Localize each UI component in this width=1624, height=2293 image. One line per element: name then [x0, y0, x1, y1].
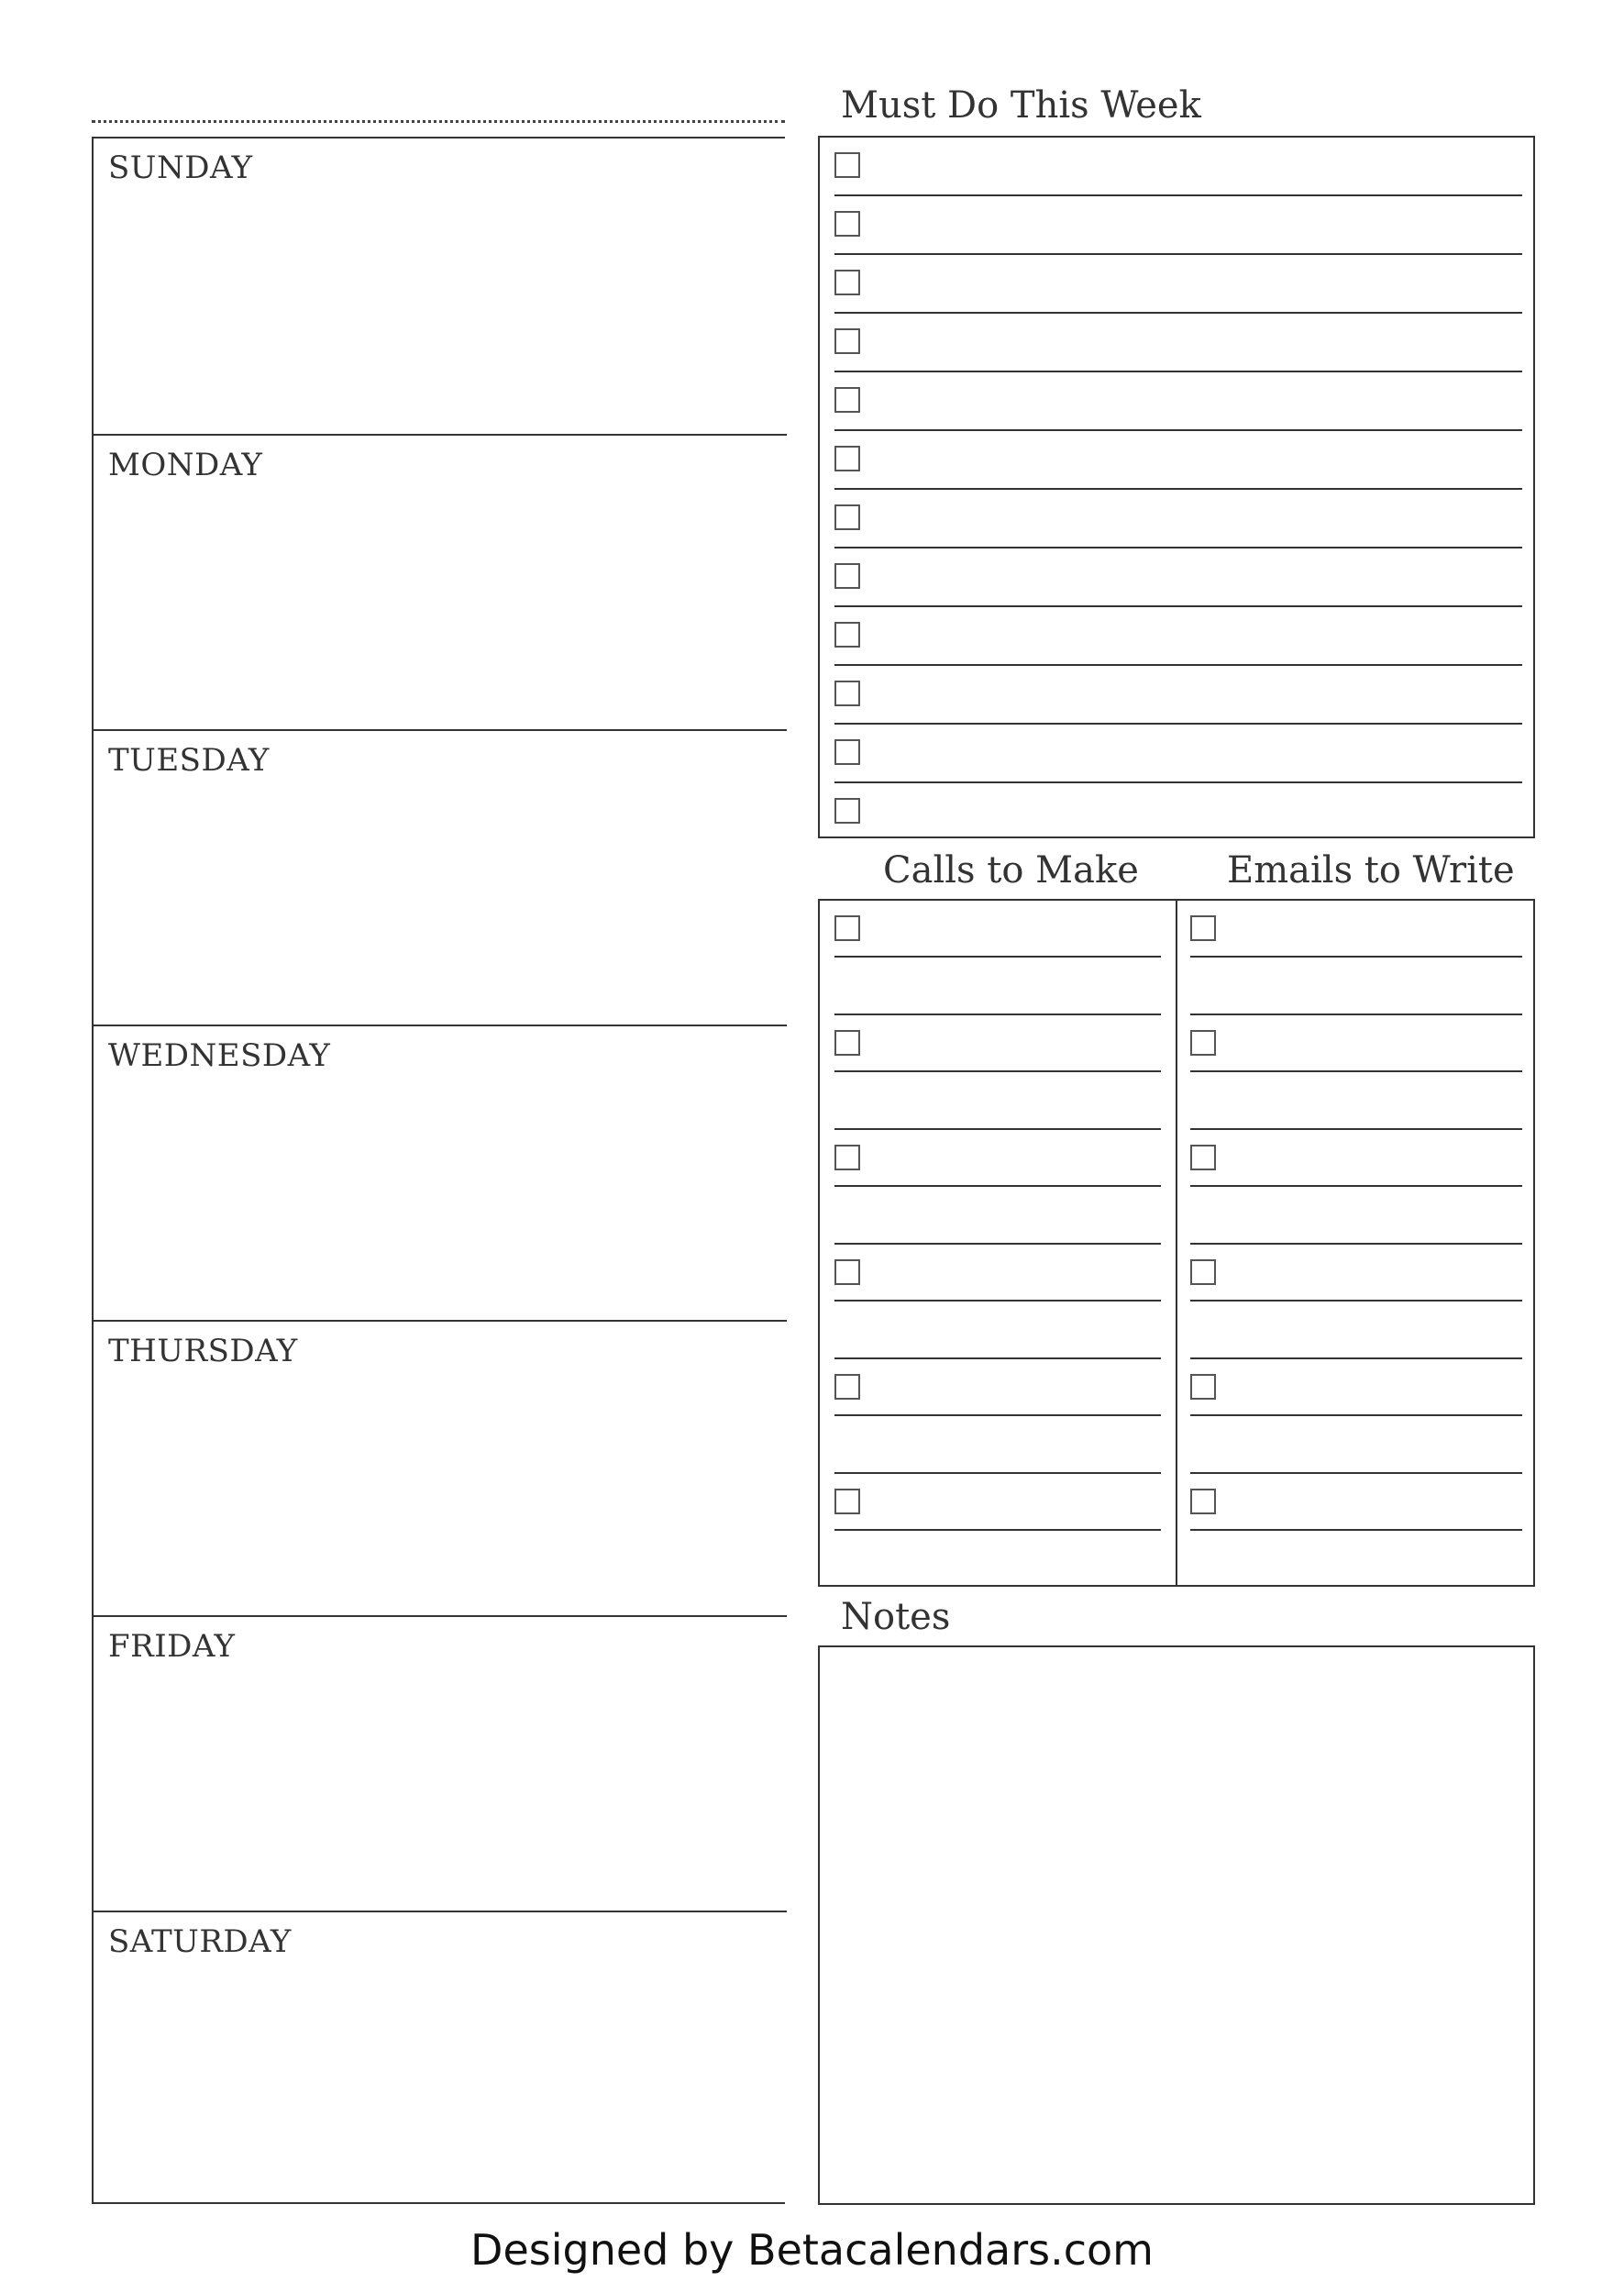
- day-label: TUESDAY: [108, 742, 270, 779]
- checkbox[interactable]: [834, 563, 860, 589]
- day-block[interactable]: [94, 1025, 787, 1320]
- checkbox[interactable]: [834, 1030, 860, 1056]
- notes-area[interactable]: [818, 1645, 1535, 2205]
- checkbox[interactable]: [834, 152, 860, 178]
- email-item[interactable]: [1190, 1245, 1522, 1359]
- checkbox[interactable]: [1190, 915, 1216, 941]
- must-do-item[interactable]: [834, 490, 1522, 548]
- must-do-item[interactable]: [834, 255, 1522, 314]
- must-do-item[interactable]: [834, 548, 1522, 607]
- writing-line: [1190, 1414, 1522, 1416]
- writing-line: [1190, 1185, 1522, 1187]
- must-do-item[interactable]: [834, 666, 1522, 725]
- email-item[interactable]: [1190, 1359, 1522, 1474]
- email-item[interactable]: [1190, 1015, 1522, 1130]
- checkbox[interactable]: [834, 387, 860, 413]
- email-item[interactable]: [1190, 1474, 1522, 1589]
- week-header-dotted-line: [92, 120, 785, 123]
- writing-line: [1190, 1070, 1522, 1072]
- checkbox[interactable]: [1190, 1374, 1216, 1400]
- checkbox[interactable]: [834, 915, 860, 941]
- checkbox[interactable]: [834, 622, 860, 648]
- calls-list: [834, 901, 1161, 1585]
- day-block[interactable]: [94, 1615, 787, 1911]
- day-block[interactable]: [94, 1911, 787, 2206]
- checkbox[interactable]: [834, 446, 860, 471]
- calls-title: Calls to Make: [883, 849, 1139, 892]
- notes-title: Notes: [841, 1596, 951, 1638]
- must-do-title: Must Do This Week: [841, 84, 1201, 127]
- checkbox[interactable]: [834, 270, 860, 295]
- call-item[interactable]: [834, 1474, 1161, 1589]
- day-block[interactable]: [94, 434, 787, 729]
- day-label: SUNDAY: [108, 150, 253, 186]
- writing-line: [834, 1185, 1161, 1187]
- calls-emails-divider: [1176, 901, 1177, 1585]
- calls-emails-box: [818, 899, 1535, 1587]
- must-do-item[interactable]: [834, 725, 1522, 783]
- call-item[interactable]: [834, 1130, 1161, 1245]
- day-label: FRIDAY: [108, 1628, 236, 1665]
- day-block[interactable]: [94, 729, 787, 1025]
- emails-title: Emails to Write: [1227, 849, 1515, 892]
- footer-credit: Designed by Betacalendars.com: [470, 2225, 1154, 2275]
- checkbox[interactable]: [834, 1489, 860, 1514]
- must-do-item[interactable]: [834, 314, 1522, 372]
- writing-line: [834, 1300, 1161, 1302]
- must-do-list: [818, 136, 1535, 838]
- checkbox[interactable]: [834, 798, 860, 824]
- writing-line: [834, 1529, 1161, 1531]
- must-do-item[interactable]: [834, 607, 1522, 666]
- writing-line: [834, 956, 1161, 958]
- writing-line: [834, 1070, 1161, 1072]
- checkbox[interactable]: [834, 211, 860, 237]
- week-days-column: [92, 137, 785, 2204]
- checkbox[interactable]: [834, 328, 860, 354]
- checkbox[interactable]: [834, 1145, 860, 1170]
- writing-line: [1190, 1300, 1522, 1302]
- day-block[interactable]: [94, 138, 787, 434]
- writing-line: [1190, 1529, 1522, 1531]
- day-label: SATURDAY: [108, 1923, 292, 1960]
- checkbox[interactable]: [1190, 1489, 1216, 1514]
- checkbox[interactable]: [834, 681, 860, 706]
- call-item[interactable]: [834, 1015, 1161, 1130]
- must-do-item[interactable]: [834, 372, 1522, 431]
- checkbox[interactable]: [1190, 1145, 1216, 1170]
- checkbox[interactable]: [1190, 1030, 1216, 1056]
- day-block[interactable]: [94, 1320, 787, 1615]
- checkbox[interactable]: [834, 504, 860, 530]
- checkbox[interactable]: [834, 1259, 860, 1285]
- day-label: THURSDAY: [108, 1333, 298, 1369]
- call-item[interactable]: [834, 1245, 1161, 1359]
- checkbox[interactable]: [834, 739, 860, 765]
- call-item[interactable]: [834, 901, 1161, 1015]
- emails-list: [1190, 901, 1522, 1585]
- call-item[interactable]: [834, 1359, 1161, 1474]
- day-label: WEDNESDAY: [108, 1037, 331, 1074]
- checkbox[interactable]: [1190, 1259, 1216, 1285]
- day-label: MONDAY: [108, 447, 263, 483]
- must-do-item[interactable]: [834, 138, 1522, 196]
- writing-line: [1190, 956, 1522, 958]
- must-do-item[interactable]: [834, 783, 1522, 842]
- email-item[interactable]: [1190, 901, 1522, 1015]
- email-item[interactable]: [1190, 1130, 1522, 1245]
- writing-line: [834, 1414, 1161, 1416]
- must-do-item[interactable]: [834, 431, 1522, 490]
- must-do-item[interactable]: [834, 196, 1522, 255]
- checkbox[interactable]: [834, 1374, 860, 1400]
